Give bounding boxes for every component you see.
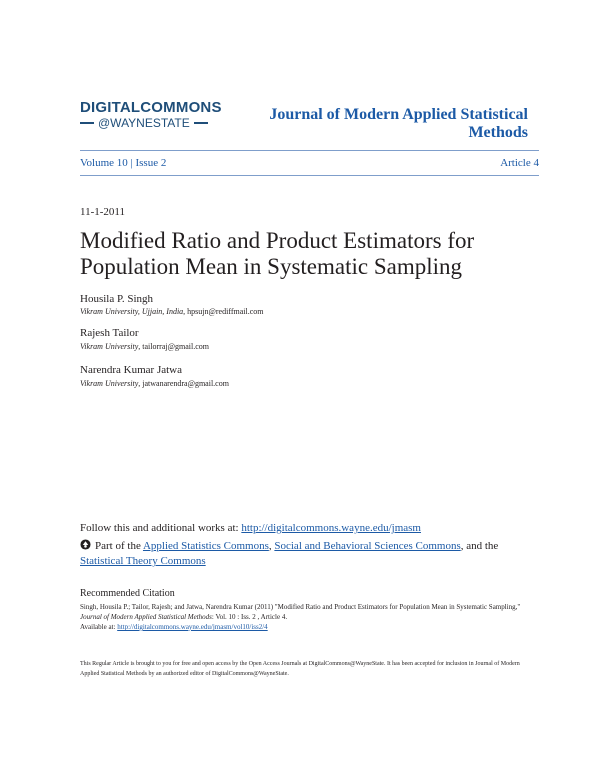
logo-rule-right — [194, 122, 208, 124]
author-name: Rajesh Tailor — [80, 327, 139, 339]
author-name: Narendra Kumar Jatwa — [80, 364, 183, 376]
logo-rule-left — [80, 122, 94, 124]
bepress-commons-icon — [80, 539, 91, 550]
author-name: Housila P. Singh — [80, 293, 154, 305]
citation-journal: Journal of Modern Applied Statistical Methods — [80, 613, 212, 621]
citation-text — [80, 602, 540, 632]
citation-volume: : Vol. 10 : Iss. 2 , Article 4. — [211, 613, 288, 621]
citation-available: Available at: — [80, 623, 118, 631]
recommended-citation-heading: Recommended Citation — [80, 588, 175, 599]
citation-url-link[interactable]: http://digitalcommons.wayne.edu/jmasm/vol10/iss2/4 — [117, 623, 268, 631]
article-number-link[interactable]: Article 4 — [500, 157, 539, 169]
open-access-note: This Regular Article is brought to you for free and open access by the Open Access Journals at DigitalCommons@WayneState. It has been accepted for inclusion in Journal of Modern Applied Statistical Methods by an authorized editor of DigitalCommons@WayneState. — [80, 661, 520, 677]
part-of-prefix: Part of the — [95, 540, 143, 552]
social-behavioral-commons-link[interactable]: Social and Behavioral Sciences Commons — [274, 540, 461, 552]
author-affiliation — [80, 307, 264, 316]
publication-date: 11-1-2011 — [80, 206, 126, 218]
logo-bottom-row — [80, 116, 230, 130]
follow-line — [80, 522, 421, 534]
issue-bar — [80, 150, 539, 176]
jmasm-link[interactable]: http://digitalcommons.wayne.edu/jmasm — [241, 522, 421, 534]
author-affiliation — [80, 342, 209, 351]
part-of-and: , and the — [460, 540, 499, 552]
logo-top-text: DIGITALCOMMONS — [80, 99, 222, 116]
journal-title-link[interactable]: Journal of Modern Applied Statistical Methods — [269, 106, 528, 141]
author-email: , hpsujn@rediffmail.com — [183, 307, 264, 316]
part-of-line — [80, 539, 540, 569]
digitalcommons-logo[interactable] — [80, 100, 230, 130]
affiliation-institution: Vikram University, Ujjain, India — [80, 307, 184, 316]
author-affiliation — [80, 379, 229, 388]
part-of-separator: , — [268, 540, 275, 552]
follow-text: Follow this and additional works at: — [80, 522, 242, 534]
affiliation-institution: Vikram University — [80, 379, 139, 388]
applied-statistics-commons-link[interactable]: Applied Statistics Commons — [142, 540, 269, 552]
author-email: , tailorraj@gmail.com — [138, 342, 209, 351]
article-title: Modified Ratio and Product Estimators for Population Mean in Systematic Sampling — [80, 228, 475, 279]
affiliation-institution: Vikram University — [80, 342, 139, 351]
logo-bottom-text: @WAYNESTATE — [98, 116, 190, 130]
citation-plain: Singh, Housila P.; Tailor, Rajesh; and Jatwa, Narendra Kumar (2011) "Modified Ratio and Product Estimators for Population Mean in Systematic Sampling," — [80, 603, 521, 611]
statistical-theory-commons-link[interactable]: Statistical Theory Commons — [80, 555, 206, 567]
volume-issue-link[interactable]: Volume 10 | Issue 2 — [80, 157, 167, 169]
author-email: , jatwanarendra@gmail.com — [138, 379, 229, 388]
